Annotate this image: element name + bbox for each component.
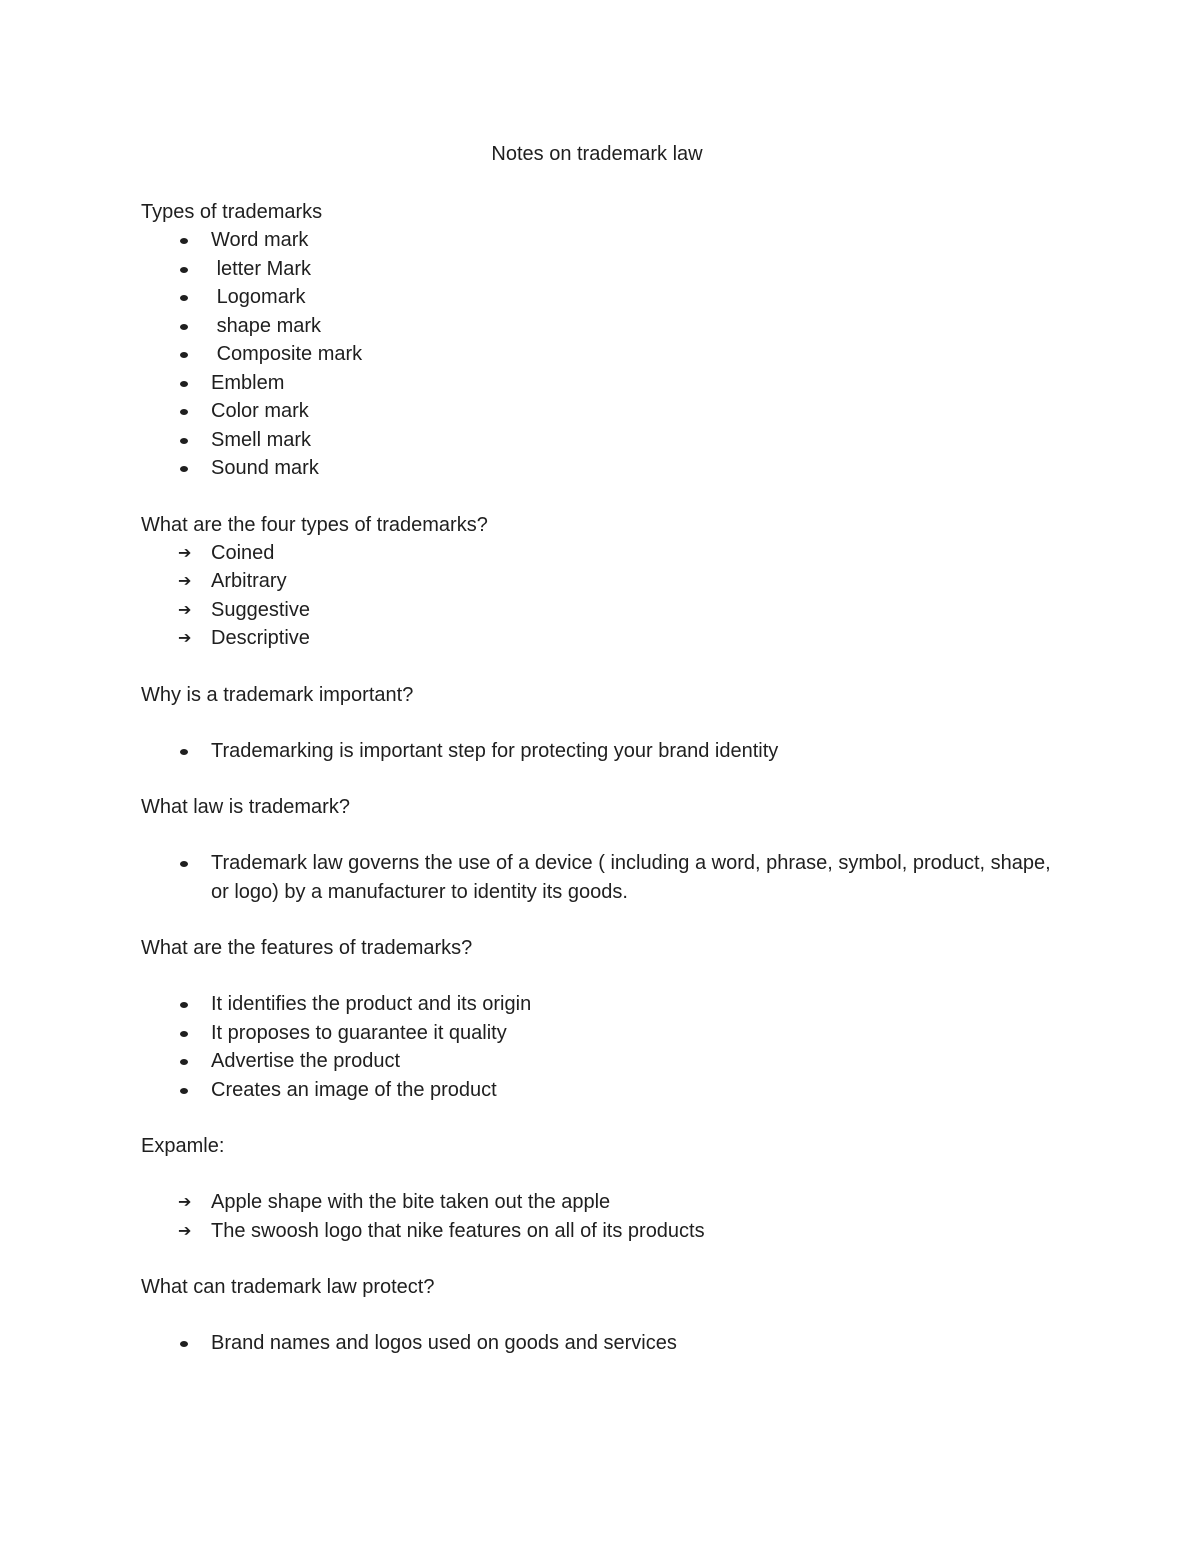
section-heading-features: What are the features of trademarks? — [141, 937, 473, 959]
list-item: shape mark — [141, 312, 1101, 341]
bullet-icon — [178, 255, 194, 284]
document-page — [141, 140, 1101, 1358]
section-heading-four-types: What are the four types of trademarks? — [141, 513, 488, 536]
arrow-right-icon — [178, 596, 194, 625]
bullet-icon — [178, 1019, 194, 1048]
list-item: Logomark — [141, 283, 1101, 312]
bullet-icon — [178, 990, 194, 1019]
document-title: Notes on trademark law — [491, 143, 703, 165]
list-item: It proposes to guarantee it quality — [141, 1019, 1101, 1048]
list-item: Smell mark — [141, 426, 1101, 455]
bullet-icon — [178, 454, 194, 483]
bullet-icon — [178, 340, 194, 369]
protect-list — [141, 1329, 1101, 1358]
importance-list — [141, 737, 1101, 766]
bullet-icon — [178, 1076, 194, 1105]
types-list — [141, 226, 1101, 483]
bullet-icon — [178, 369, 194, 398]
list-item: Word mark — [141, 226, 1101, 255]
section-heading-example: Expamle: — [141, 1135, 225, 1157]
example-list — [141, 1188, 1101, 1245]
list-item: letter Mark — [141, 255, 1101, 284]
list-item: Creates an image of the product — [141, 1076, 1101, 1105]
four-types-list — [141, 539, 1101, 653]
bullet-icon — [178, 737, 194, 766]
list-item: Brand names and logos used on goods and services — [141, 1329, 1101, 1358]
bullet-icon — [178, 426, 194, 455]
list-item: Sound mark — [141, 454, 1101, 483]
bullet-icon — [178, 1329, 194, 1358]
arrow-right-icon — [178, 539, 194, 568]
features-list — [141, 990, 1101, 1104]
list-item: ➔ Coined — [141, 539, 1101, 568]
arrow-right-icon — [178, 1188, 194, 1217]
bullet-icon — [178, 226, 194, 255]
list-item: ➔ The swoosh logo that nike features on all of its products — [141, 1217, 1101, 1246]
list-item: ➔ Descriptive — [141, 624, 1101, 653]
bullet-icon — [178, 283, 194, 312]
list-item: Trademarking is important step for protecting your brand identity — [141, 737, 1101, 766]
bullet-icon — [178, 312, 194, 341]
section-heading-importance: Why is a trademark important? — [141, 683, 414, 706]
list-item: Color mark — [141, 397, 1101, 426]
section-heading-protect: What can trademark law protect? — [141, 1276, 435, 1298]
list-item: ➔ Apple shape with the bite taken out the apple — [141, 1188, 1101, 1217]
section-heading-types: Types of trademarks — [141, 201, 323, 223]
section-heading-what-law: What law is trademark? — [141, 796, 350, 818]
bullet-icon — [178, 1047, 194, 1076]
list-item: ➔ Arbitrary — [141, 567, 1101, 596]
bullet-icon — [178, 397, 194, 426]
what-law-list — [141, 849, 1101, 906]
list-item: Emblem — [141, 369, 1101, 398]
list-item: It identifies the product and its origin — [141, 990, 1101, 1019]
list-item: Trademark law governs the use of a device ( including a word, phrase, symbol, product, shape, or logo) by a manufacturer to identity its goods. — [141, 849, 1101, 906]
arrow-right-icon — [178, 1217, 194, 1246]
list-item: ➔ Suggestive — [141, 596, 1101, 625]
list-item: Advertise the product — [141, 1047, 1101, 1076]
bullet-icon — [178, 849, 194, 878]
arrow-right-icon — [178, 567, 194, 596]
list-item: Composite mark — [141, 340, 1101, 369]
arrow-right-icon — [178, 624, 194, 653]
